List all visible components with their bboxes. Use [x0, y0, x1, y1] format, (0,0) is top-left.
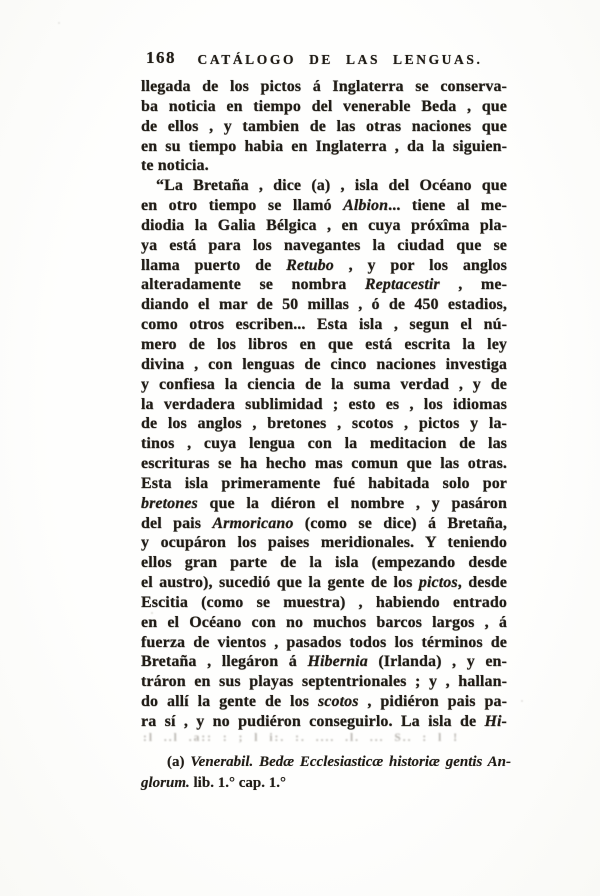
text-line: diodia la Galia Bélgica , en cuya próxîma pla- [141, 216, 507, 234]
text-line: ra sí , y no pudiéron conseguirlo. La isla de Hi- [141, 713, 507, 730]
text-line: y ocupáron los paises meridionales. Y teniendo [141, 534, 507, 552]
text-line: tinos , cuya lengua con la meditacion de las [141, 435, 507, 453]
text-line: glorum. lib. 1.° cap. 1.° [141, 774, 286, 791]
text-line: ellos gran parte de la isla (empezando desde [141, 554, 507, 572]
scan-speckle [330, 153, 333, 155]
text-line: Escitia (como se muestra) , habiendo entrado [141, 593, 507, 611]
text-line: y confiesa la ciencia de la suma verdad , y de [141, 375, 507, 393]
text-line: de los anglos , bretones , scotos , pictos y la- [141, 415, 507, 433]
text-line: te noticia. [141, 157, 209, 175]
text-line: la verdadera sublimidad ; esto es , los idiomas [141, 395, 507, 413]
text-line: do allí la gente de los scotos , pidiéron pais pa- [141, 693, 508, 711]
text-line: (a) Venerabil. Bedæ Ecclesiasticæ historiæ gentis An- [167, 754, 511, 770]
footnote [141, 752, 511, 793]
text-line: tráron en sus playas septentrionales ; y , hallan- [141, 673, 507, 691]
text-line: llegada de los pictos á Inglaterra se conserva- [141, 78, 507, 95]
text-line: en otro tiempo se llamó Albion... tiene al me- [141, 197, 507, 215]
scan-speckle [412, 127, 414, 130]
paragraph [141, 176, 507, 732]
page-number: 168 [146, 48, 176, 67]
scan-speckle [151, 612, 153, 614]
text-line: el austro), sucedió que la gente de los pictos, desde [141, 574, 507, 592]
scan-speckle [521, 700, 523, 702]
text-line: como otros escriben... Esta isla , segun el nú- [141, 316, 507, 334]
text-line: en el Océano con no muchos barcos largos , á [141, 613, 507, 631]
text-line: alteradamente se nombra Reptacestir , me- [141, 276, 507, 294]
text-line: mero de los libros en que está escrita la ley [141, 335, 507, 353]
scan-speckle [58, 22, 60, 24]
text-line: fuerza de vientos , pasados todos los términos de [141, 633, 507, 651]
body-text [141, 77, 507, 732]
text-line: Bretaña , llegáron á Hibernia (Irlanda) , y en- [141, 653, 507, 671]
text-line: diando el mar de 50 millas , ó de 450 estadios, [141, 296, 507, 314]
text-line: escrituras se ha hecho mas comun que las otras. [141, 455, 507, 473]
text-line: llama puerto de Retubo , y por los anglos [141, 256, 507, 274]
running-header-title: CATÁLOGO DE LAS LENGUAS. [197, 52, 483, 67]
bleedthrough-line: :l ..l .a:: : ; l i:. :. .... .l. ... S.. : l ! [143, 732, 460, 744]
text-line: “La Bretaña , dice (a) , isla del Océano que [156, 177, 507, 195]
paragraph [141, 77, 507, 176]
text-line: del pais Armoricano (como se dice) á Bretaña, [141, 514, 508, 532]
text-line: divina , con lenguas de cinco naciones investiga [141, 355, 507, 373]
text-line: ya está para los navegantes la ciudad que se [141, 236, 507, 254]
text-line: en su tiempo habia en Inglaterra , da la siguien- [141, 137, 507, 155]
text-line: de ellos , y tambien de las otras naciones que [141, 117, 507, 135]
text-line: Esta isla primeramente fué habitada solo por [141, 474, 507, 492]
text-line: ba noticia en tiempo del venerable Beda , que [141, 97, 507, 115]
scan-speckle [335, 88, 337, 90]
text-line: bretones que la diéron el nombre , y pasáron [141, 494, 507, 512]
